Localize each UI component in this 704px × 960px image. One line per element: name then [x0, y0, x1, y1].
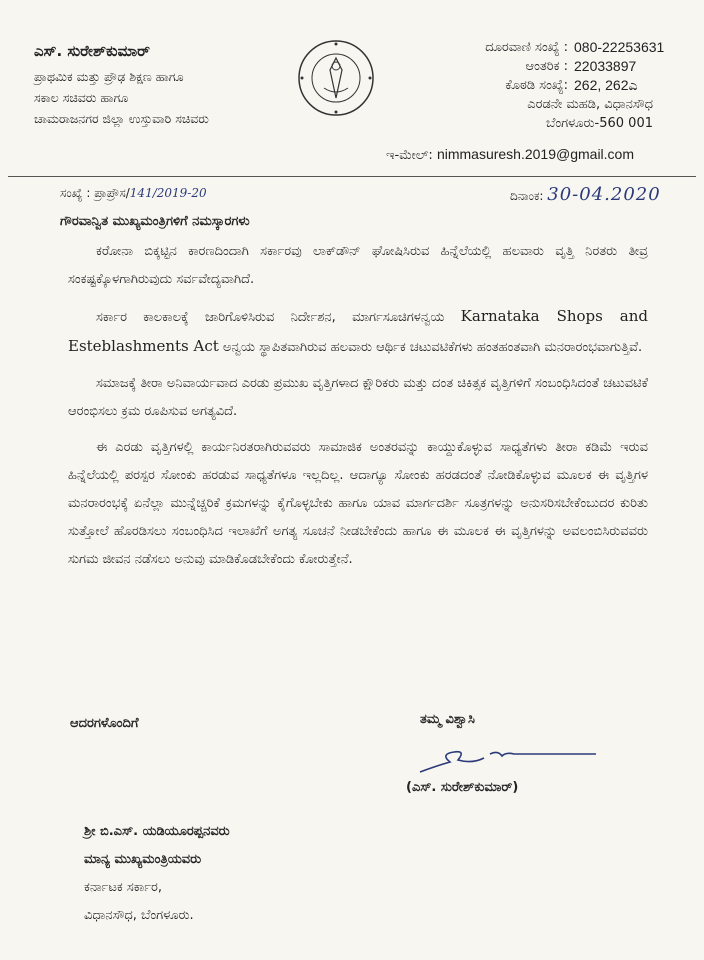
internal-number: 22033897 — [574, 58, 637, 74]
city-text: ಬೆಂಗಳೂರು-560 001 — [545, 116, 653, 131]
email-label: ಇ-ಮೇಲ್: — [386, 148, 433, 163]
government-seal-icon — [296, 38, 376, 118]
room-label: ಕೊಠಡಿ ಸಂಖ್ಯೆ: — [505, 78, 568, 93]
date-label: ದಿನಾಂಕ: — [510, 189, 544, 203]
signature-icon — [406, 740, 606, 780]
paragraph-3: ಸಮಾಜಕ್ಕೆ ತೀರಾ ಅನಿವಾರ್ಯವಾದ ಎರಡು ಪ್ರಮುಖ ವೃತ್ತಿಗಳಾದ ಕ್ಷೌರಿಕರು ಮತ್ತು ದಂತ ಚಿಕಿತ್ಸಕ ವೃತ್ತಿಗಳಿಗೆ ಸಂಬಂಧಿಸಿದಂತೆ ಚಟುವಟಿಕೆ ಆರಂಭಿಸಲು ಕ್ರಮ ರೂಪಿಸುವ ಅಗತ್ಯವಿದೆ. — [68, 376, 648, 419]
addressee-name: ಶ್ರೀ ಬಿ.ಎಸ್. ಯಡಿಯೂರಪ್ಪನವರು — [84, 824, 230, 839]
sender-name: ಎಸ್. ಸುರೇಶ್‌ಕುಮಾರ್ — [34, 42, 150, 60]
sender-designation-2: ಸಕಾಲ ಸಚಿವರು ಹಾಗೂ — [34, 90, 129, 105]
reference-label: ಸಂಖ್ಯೆ : ಪ್ರಾಪ್ರೌಸ/ — [60, 186, 130, 200]
paragraph-2 — [68, 302, 648, 362]
date-value: 30-04.2020 — [547, 184, 661, 205]
salutation: ಗೌರವಾನ್ವಿತ ಮುಖ್ಯಮಂತ್ರಿಗಳಿಗೆ ನಮಸ್ಕಾರಗಳು — [60, 214, 250, 229]
internal-label: ಆಂತರಿಕ : — [525, 59, 568, 74]
closing-regards: ಆದರಗಳೊಂದಿಗೆ — [70, 716, 139, 731]
email-address: nimmasuresh.2019@gmail.com — [436, 146, 635, 162]
sender-designation-1: ಪ್ರಾಥಮಿಕ ಮತ್ತು ಪ್ರೌಢ ಶಿಕ್ಷಣ ಹಾಗೂ — [34, 69, 184, 84]
addressee-govt: ಕರ್ನಾಟಕ ಸರ್ಕಾರ, — [84, 880, 162, 895]
paragraph-2-start: ಸರ್ಕಾರ ಕಾಲಕಾಲಕ್ಕೆ ಜಾರಿಗೊಳಿಸಿರುವ ನಿರ್ದೇಶನ, ಮಾರ್ಗಸೂಚಿಗಳನ್ವಯ — [96, 310, 445, 325]
reference-number — [60, 186, 207, 201]
signer-name: (ಎಸ್. ಸುರೇಶ್‌ಕುಮಾರ್) — [406, 780, 519, 795]
sender-block — [34, 42, 304, 129]
reference-value: 141/2019-20 — [129, 186, 207, 200]
floor-text: ಎರಡನೇ ಮಹಡಿ, ವಿಧಾನಸೌಧ — [527, 97, 653, 112]
room-number: 262, 262ಎ — [574, 77, 638, 93]
phone-number: 080-22253631 — [574, 39, 665, 55]
letter-body — [68, 234, 648, 582]
contact-block — [398, 38, 688, 133]
closing-yours: ತಮ್ಮ ವಿಶ್ವಾಸಿ — [420, 712, 475, 727]
addressee-place: ವಿಧಾನಸೌಧ, ಬೆಂಗಳೂರು. — [84, 908, 194, 923]
header-divider — [8, 176, 696, 177]
act-name: Karnataka Shops and Esteblashments Act — [68, 307, 649, 355]
email-line — [386, 146, 634, 163]
phone-label: ದೂರವಾಣಿ ಸಂಖ್ಯೆ : — [485, 40, 568, 55]
addressee-title: ಮಾನ್ಯ ಮುಖ್ಯಮಂತ್ರಿಯವರು — [84, 852, 202, 867]
sender-designation-3: ಚಾಮರಾಜನಗರ ಜಿಲ್ಲಾ ಉಸ್ತುವಾರಿ ಸಚಿವರು — [34, 111, 209, 126]
addressee-block — [84, 818, 230, 930]
paragraph-2-end: ಅನ್ವಯ ಸ್ಥಾಪಿತವಾಗಿರುವ ಹಲವಾರು ಆರ್ಥಿಕ ಚಟುವಟಿಕೆಗಳು ಹಂತಹಂತವಾಗಿ ಮನರಾರಂಭವಾಗುತ್ತಿವೆ. — [222, 340, 643, 355]
paragraph-4: ಈ ಎರಡು ವೃತ್ತಿಗಳಲ್ಲಿ ಕಾರ್ಯನಿರತರಾಗಿರುವವರು ಸಾಮಾಜಿಕ ಅಂತರವನ್ನು ಕಾಯ್ದುಕೊಳ್ಳುವ ಸಾಧ್ಯತೆಗಳು ತೀರಾ ಕಡಿಮೆ ಇರುವ ಹಿನ್ನೆಲೆಯಲ್ಲಿ ಪರಸ್ಪರ ಸೋಂಕು ಹರಡುವ ಸಾಧ್ಯತೆಗಳೂ ಇಲ್ಲದಿಲ್ಲ. ಆದಾಗ್ಯೂ ಸೋಂಕು ಹರಡದಂತೆ ನೋಡಿಕೊಳ್ಳುವ ಮೂಲಕ ಈ ವೃತ್ತಿಗಳ ಮನರಾರಂಭಕ್ಕೆ ಏನೆಲ್ಲಾ ಮುನ್ನೆಚ್ಚರಿಕೆ ಕ್ರಮಗಳನ್ನು ಕೈಗೊಳ್ಳಬೇಕು ಹಾಗೂ ಯಾವ ಮಾರ್ಗದರ್ಶಿ ಸೂತ್ರಗಳನ್ನು ಅನುಸರಿಸಬೇಕೆಂಬುದರ ಕುರಿತು ಸುತ್ತೋಲೆ ಹೊರಡಿಸಲು ಸಂಬಂಧಿಸಿದ ಇಲಾಖೆಗೆ ಅಗತ್ಯ ಸೂಚನೆ ನೀಡಬೇಕೆಂದು ಹಾಗೂ ಈ ಮೂಲಕ ಈ ವೃತ್ತಿಗಳನ್ನು ಅವಲಂಬಿಸಿರುವವರು ಸುಗಮ ಜೀವನ ನಡೆಸಲು ಅನುವು ಮಾಡಿಕೊಡಬೇಕೆಂದು ಕೋರುತ್ತೇನೆ. — [68, 440, 648, 567]
paragraph-1: ಕರೋನಾ ಬಿಕ್ಕಟ್ಟಿನ ಕಾರಣದಿಂದಾಗಿ ಸರ್ಕಾರವು ಲಾಕ್‌ಡೌನ್ ಘೋಷಿಸಿರುವ ಹಿನ್ನೆಲೆಯಲ್ಲಿ ಹಲವಾರು ವೃತ್ತಿ ನಿರತರು ತೀವ್ರ ಸಂಕಷ್ಟಕ್ಕೊಳಗಾಗಿರುವುದು ಸರ್ವವೇದ್ಯವಾಗಿದೆ. — [68, 244, 648, 287]
letter-date — [510, 184, 661, 205]
